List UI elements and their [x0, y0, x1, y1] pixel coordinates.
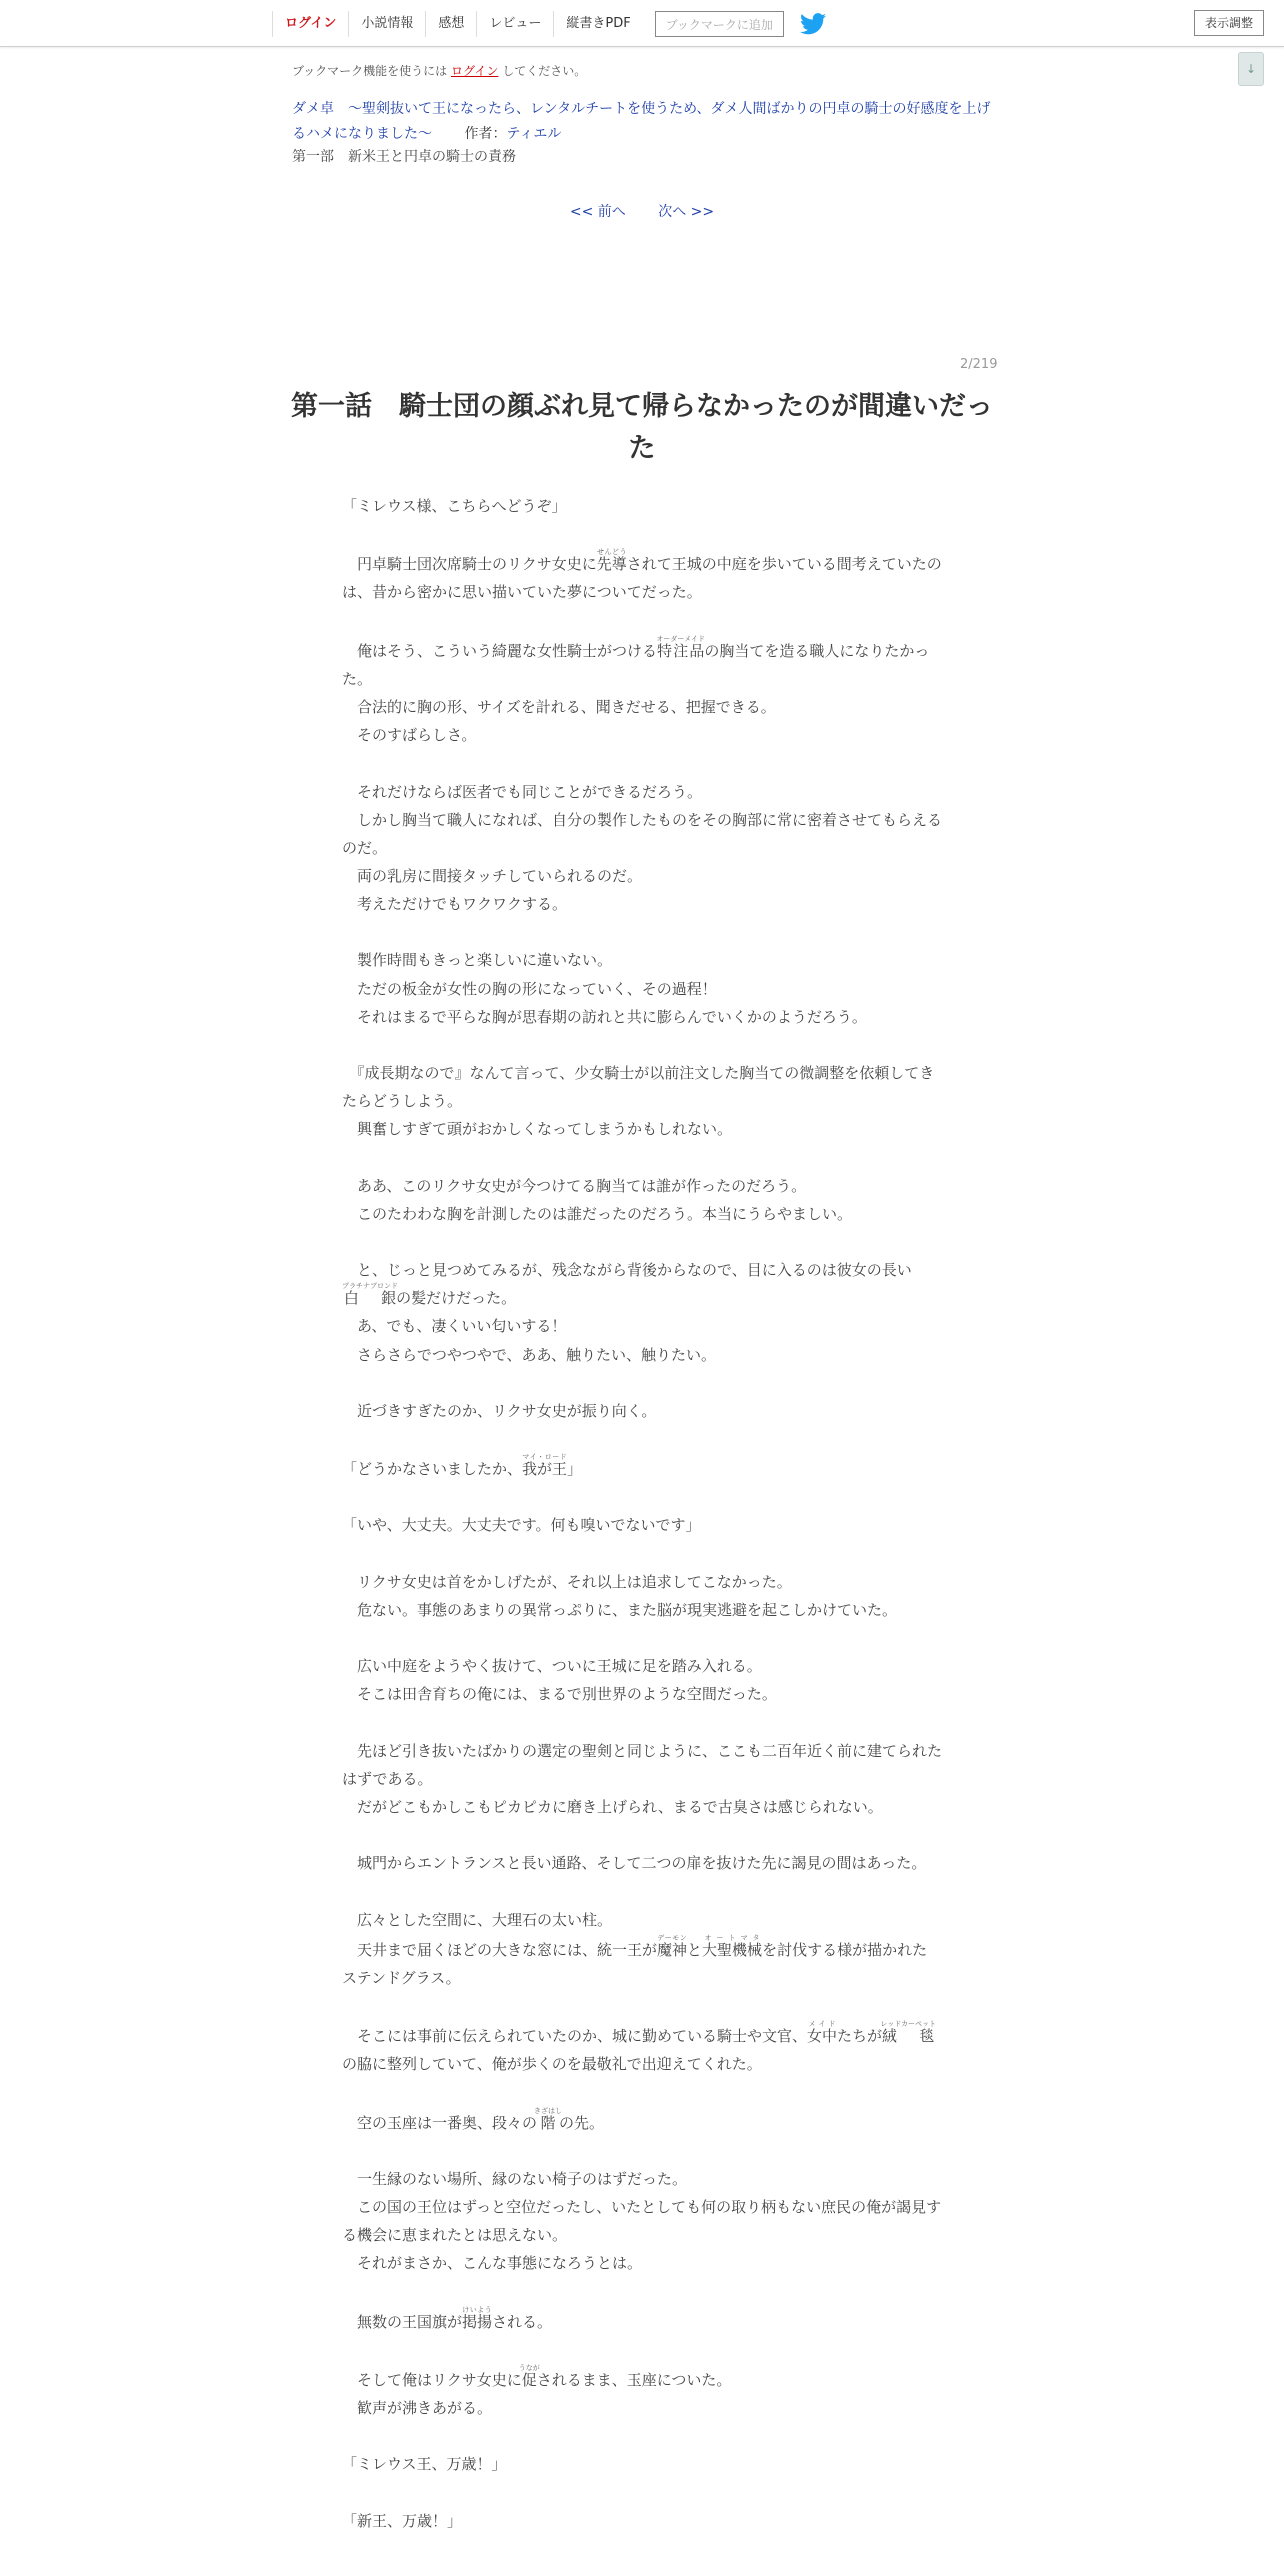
twitter-bird-icon-svg [800, 13, 826, 35]
nav-novel-info[interactable]: 小説情報 [348, 11, 425, 37]
notice-login-link[interactable]: ログイン [451, 64, 499, 78]
blank-line [342, 1624, 942, 1652]
body-paragraph: そこは田舎育ちの俺には、まるで別世界のような空間だった。 [342, 1685, 777, 1704]
next-page-link[interactable]: 次へ >> [658, 204, 715, 220]
body-paragraph: 広々とした空間に、大理石の太い柱。 [342, 1910, 613, 1929]
ruby-annotation: 大聖機械オートマタ [702, 1933, 763, 1959]
body-paragraph: このたわわな胸を計測したのは誰だったのだろう。本当にうらやましい。 [342, 1204, 853, 1223]
body-paragraph: 興奮しすぎて頭がおかしくなってしまうかもしれない。 [342, 1120, 733, 1139]
blank-line [342, 1031, 942, 1059]
blank-line [342, 2278, 942, 2306]
body-paragraph: それはまるで平らな胸が思春期の訪れと共に膨らんでいくかのようだろう。 [342, 1007, 867, 1026]
body-paragraph: 無数の王国旗が掲揚けいようされる。 [342, 2305, 553, 2331]
blank-line [342, 1877, 942, 1905]
body-paragraph: 先ほど引き抜いたばかりの選定の聖剣と同じように、ここも二百年近く前に建てられたはずである。 [342, 1741, 943, 1788]
body-paragraph: だがどこもかしこもピカピカに磨き上げられ、まるで古臭さは感じられない。 [342, 1797, 883, 1816]
body-paragraph: 広い中庭をようやく抜けて、ついに王城に足を踏み入れる。 [342, 1657, 762, 1676]
nav-review[interactable]: レビュー [476, 11, 553, 37]
body-paragraph: リクサ女史は首をかしげたが、それ以上は追求してこなかった。 [342, 1572, 792, 1591]
body-paragraph: 空の玉座は一番奥、段々の階きざはしの先。 [342, 2106, 605, 2132]
blank-line [342, 1709, 942, 1737]
blank-line [342, 1540, 942, 1568]
blank-line [342, 1425, 942, 1453]
bookmark-login-notice [292, 62, 586, 79]
body-paragraph: 「どうかなさいましたか、我が王マイ・ロード」 [342, 1453, 583, 1479]
body-paragraph: そこには事前に伝えられていたのか、城に勤めている騎士や文官、女中メイドたちが絨 毯レッドカーペットの脇に整列していて、俺が歩くのを最敬礼で出迎えてくれた。 [342, 2020, 936, 2074]
body-paragraph: 天井まで届くほどの大きな窓には、統一王が魔神デーモンと大聖機械オートマタを討伐する様が描かれたステンドグラス。 [342, 1933, 928, 1987]
body-paragraph: 近づきすぎたのか、リクサ女史が振り向く。 [342, 1401, 657, 1420]
author-info [464, 126, 561, 142]
twitter-bird-icon[interactable] [800, 13, 826, 35]
ruby-annotation: 魔神デーモン [657, 1933, 688, 1959]
pager [0, 201, 1284, 221]
chapter-group-title: 第一部 新米王と円卓の騎士の責務 [292, 149, 516, 165]
body-paragraph: 「新王、万歳！」 [342, 2511, 463, 2530]
blank-line [342, 2336, 942, 2364]
body-paragraph: さらさらでつやつやで、ああ、触りたい、触りたい。 [342, 1345, 716, 1364]
nav-vertical-pdf[interactable]: 縦書きPDF [553, 11, 642, 37]
blank-line [342, 607, 942, 635]
series-info [292, 97, 1000, 147]
blank-line [342, 1992, 942, 2020]
body-paragraph: それがまさか、こんな事態になろうとは。 [342, 2254, 643, 2273]
ruby-annotation: 我が王マイ・ロード [522, 1453, 568, 1479]
blank-line [342, 2479, 942, 2507]
blank-line [342, 1483, 942, 1511]
body-paragraph: 「いや、大丈夫。大丈夫です。何も嗅いでないです」 [342, 1516, 701, 1535]
body-paragraph: それだけならば医者でも同じことができるだろう。 [342, 782, 703, 801]
prev-page-link[interactable]: << 前へ [569, 204, 626, 220]
author-prefix: 作者： [464, 126, 507, 142]
ruby-annotation: 掲揚けいよう [462, 2305, 493, 2331]
ruby-annotation: 階きざはし [534, 2106, 563, 2132]
page-count: 2/219 [960, 357, 998, 372]
ruby-annotation: 促うなが [518, 2364, 540, 2389]
body-paragraph: 合法的に胸の形、サイズを計れる、聞きだせる、把握できる。 [342, 698, 776, 717]
ruby-annotation: 絨 毯レッドカーペット [880, 2020, 936, 2046]
body-paragraph: 歓声が沸きあがる。 [342, 2399, 493, 2418]
body-paragraph: 『成長期なので』なんて言って、少女騎士が以前注文した胸当ての微調整を依頼してきたらどうしよう。 [342, 1064, 935, 1111]
ruby-annotation: 白 銀プラチナブロンド [342, 1282, 398, 1308]
ruby-annotation: 特注品オーダーメイド [656, 634, 705, 660]
blank-line [342, 1369, 942, 1397]
body-paragraph: 両の乳房に間接タッチしていられるのだ。 [342, 866, 643, 885]
blank-line [342, 1228, 942, 1256]
body-paragraph: この国の王位はずっと空位だったし、いたとしても何の取り柄もない庶民の俺が謁見する機会に恵まれたとは思えない。 [342, 2198, 942, 2245]
notice-prefix: ブックマーク機能を使うには [292, 64, 448, 78]
body-paragraph: 考えただけでもワクワクする。 [342, 895, 568, 914]
author-link[interactable]: ティエル [506, 126, 562, 142]
nav-impressions[interactable]: 感想 [425, 11, 476, 37]
body-paragraph: ああ、このリクサ女史が今つけてる胸当ては誰が作ったのだろう。 [342, 1176, 807, 1195]
body-paragraph: 俺はそう、こういう綺麗な女性騎士がつける特注品オーダーメイドの胸当てを造る職人になりたかった。 [342, 634, 930, 688]
display-settings-button[interactable]: 表示調整 [1194, 10, 1264, 36]
add-bookmark-button[interactable]: ブックマークに追加 [655, 11, 784, 37]
body-paragraph: 円卓騎士団次席騎士のリクサ女史に先導せんどうされて王城の中庭を歩いている間考えていたのは、昔から密かに思い描いていた夢についてだった。 [342, 548, 942, 602]
blank-line [342, 520, 942, 548]
series-title-link[interactable]: ダメ卓 ～聖剣抜いて王になったら、レンタルチートを使うため、ダメ人間ばかりの円卓の騎士の好感度を上げるハメになりました～ [292, 101, 991, 142]
blank-line [342, 2422, 942, 2450]
novel-body-text [342, 492, 942, 2535]
notice-suffix: してください。 [502, 64, 587, 78]
nav-login[interactable]: ログイン [272, 11, 348, 37]
ruby-annotation: 先導せんどう [596, 548, 627, 574]
ruby-annotation: 女中メイド [807, 2020, 838, 2046]
scroll-down-button[interactable]: ↓ [1238, 52, 1264, 86]
body-paragraph: と、じっと見つめてみるが、残念ながら背後からなので、目に入るのは彼女の長い白 銀プラチナブロンドの髪だけだった。 [342, 1261, 912, 1308]
body-paragraph: 城門からエントランスと長い通路、そして二つの扉を抜けた先に謁見の間はあった。 [342, 1854, 927, 1873]
top-header [0, 0, 1284, 47]
body-paragraph: 製作時間もきっと楽しいに違いない。 [342, 951, 613, 970]
body-paragraph: ただの板金が女性の胸の形になっていく、その過程！ [342, 979, 717, 998]
body-paragraph: 一生縁のない場所、縁のない椅子のはずだった。 [342, 2169, 688, 2188]
blank-line [342, 749, 942, 777]
body-paragraph: 「ミレウス王、万歳！」 [342, 2455, 507, 2474]
blank-line [342, 918, 942, 946]
body-paragraph: そして俺はリクサ女史に促うながされるまま、玉座についた。 [342, 2364, 732, 2389]
blank-line [342, 1144, 942, 1172]
body-paragraph: そのすばらしさ。 [342, 726, 477, 745]
body-paragraph: 危ない。事態のあまりの異常っぷりに、また脳が現実逃避を起こしかけていた。 [342, 1600, 898, 1619]
body-paragraph: しかし胸当て職人になれば、自分の製作したものをその胸部に常に密着させてもらえるのだ。 [342, 810, 943, 857]
top-nav [272, 10, 826, 38]
body-paragraph: 「ミレウス様、こちらへどうぞ」 [342, 497, 567, 515]
chapter-title: 第一話 騎士団の顔ぶれ見て帰らなかったのが間違いだった [291, 391, 993, 464]
blank-line [342, 2137, 942, 2165]
blank-line [342, 2079, 942, 2107]
body-paragraph: あ、でも、凄くいい匂いする！ [342, 1317, 567, 1336]
blank-line [342, 1821, 942, 1849]
